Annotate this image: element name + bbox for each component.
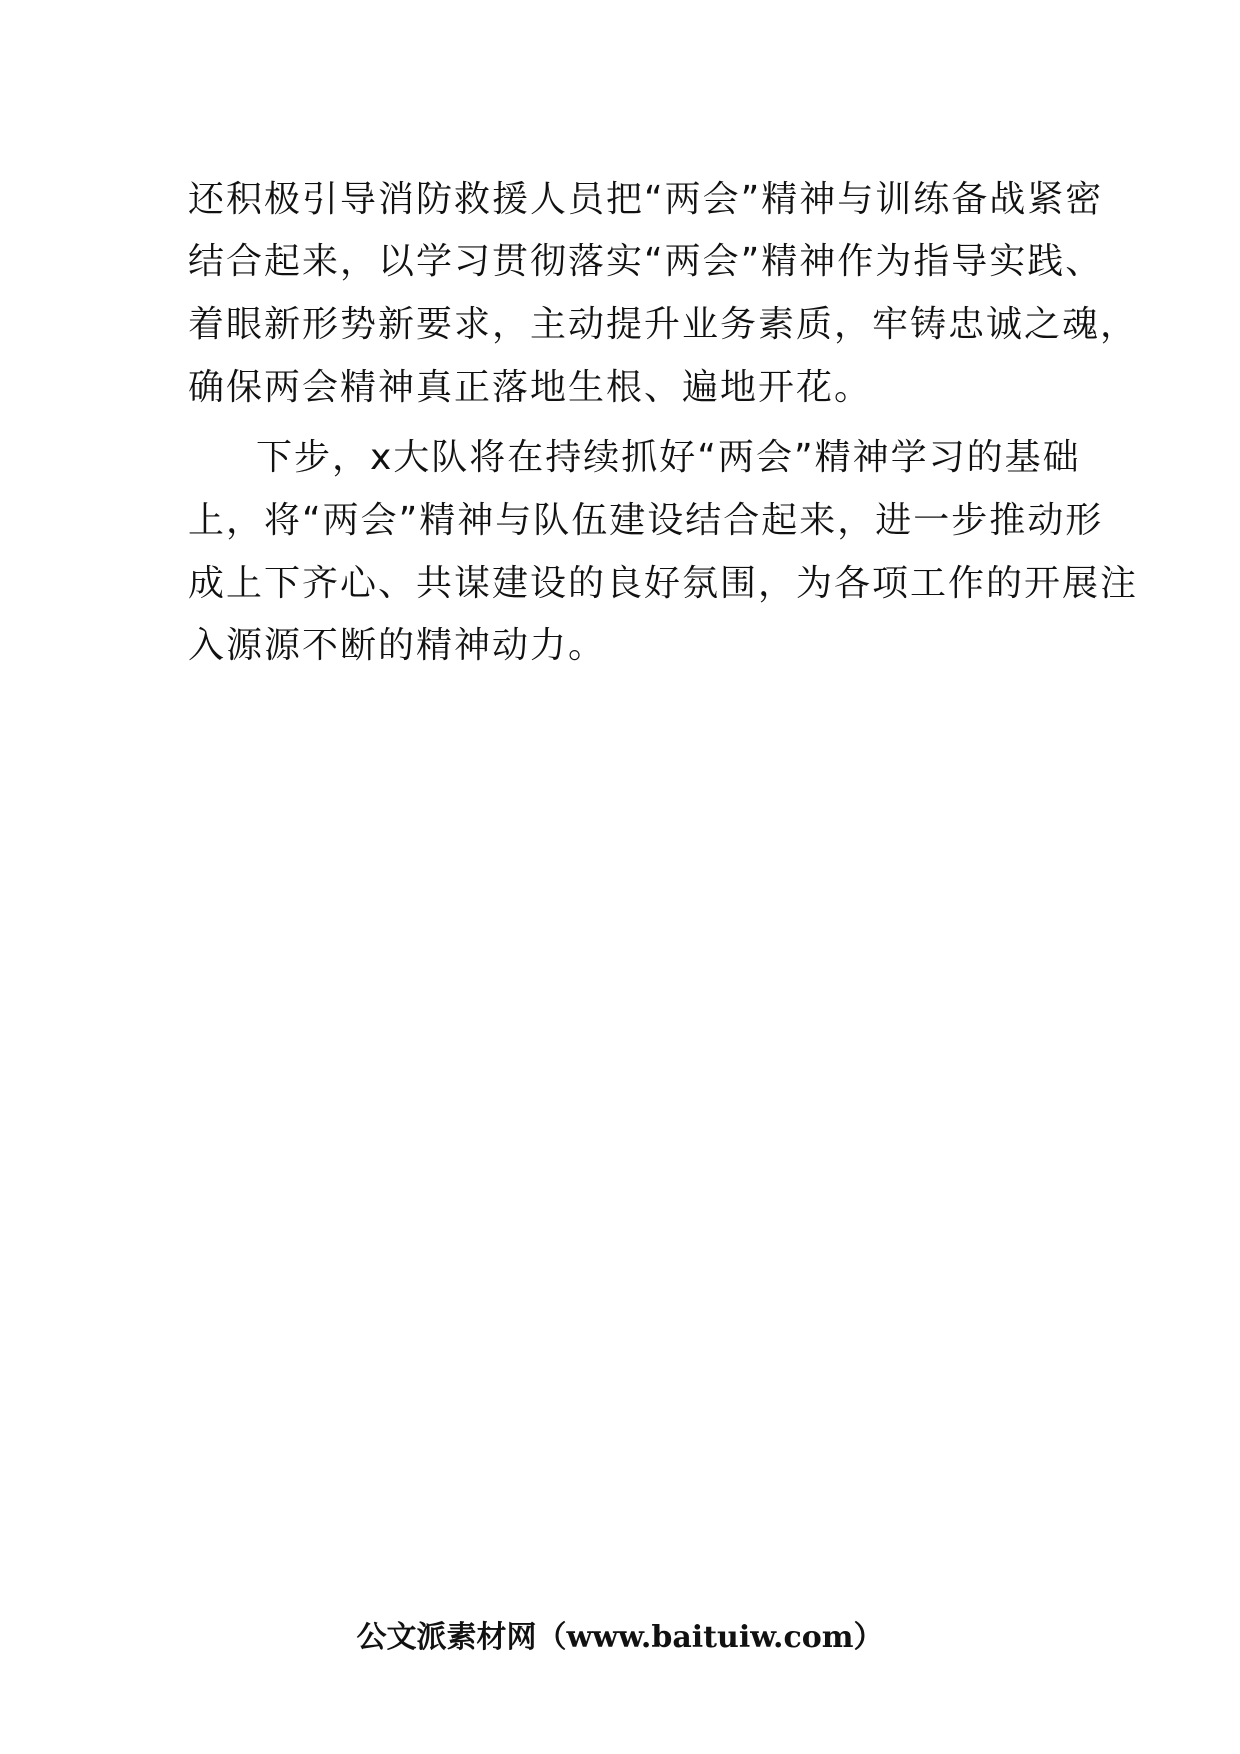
paragraph-line: 结合起来，以学习贯彻落实“两会”精神作为指导实践、 [188, 241, 1104, 282]
footer-watermark-text: 公文派素材网（www.baituiw.com） [356, 1620, 884, 1655]
paragraph-line: 确保两会精神真正落地生根、遍地开花。 [188, 367, 873, 408]
paragraph-line: 着眼新形势新要求，主动提升业务素质，牢铸忠诚之魂， [188, 304, 1139, 345]
paragraph-line: 还积极引导消防救援人员把“两会”精神与训练备战紧密 [188, 179, 1104, 220]
paragraph-line: 入源源不断的精神动力。 [188, 625, 607, 666]
paragraph-line: 成上下齐心、共谋建设的良好氛围，为各项工作的开展注 [188, 563, 1139, 604]
paragraph-line: 上，将“两会”精神与队伍建设结合起来，进一步推动形 [188, 500, 1104, 541]
paragraph-line: 下步，x大队将在持续抓好“两会”精神学习的基础 [256, 437, 1081, 478]
